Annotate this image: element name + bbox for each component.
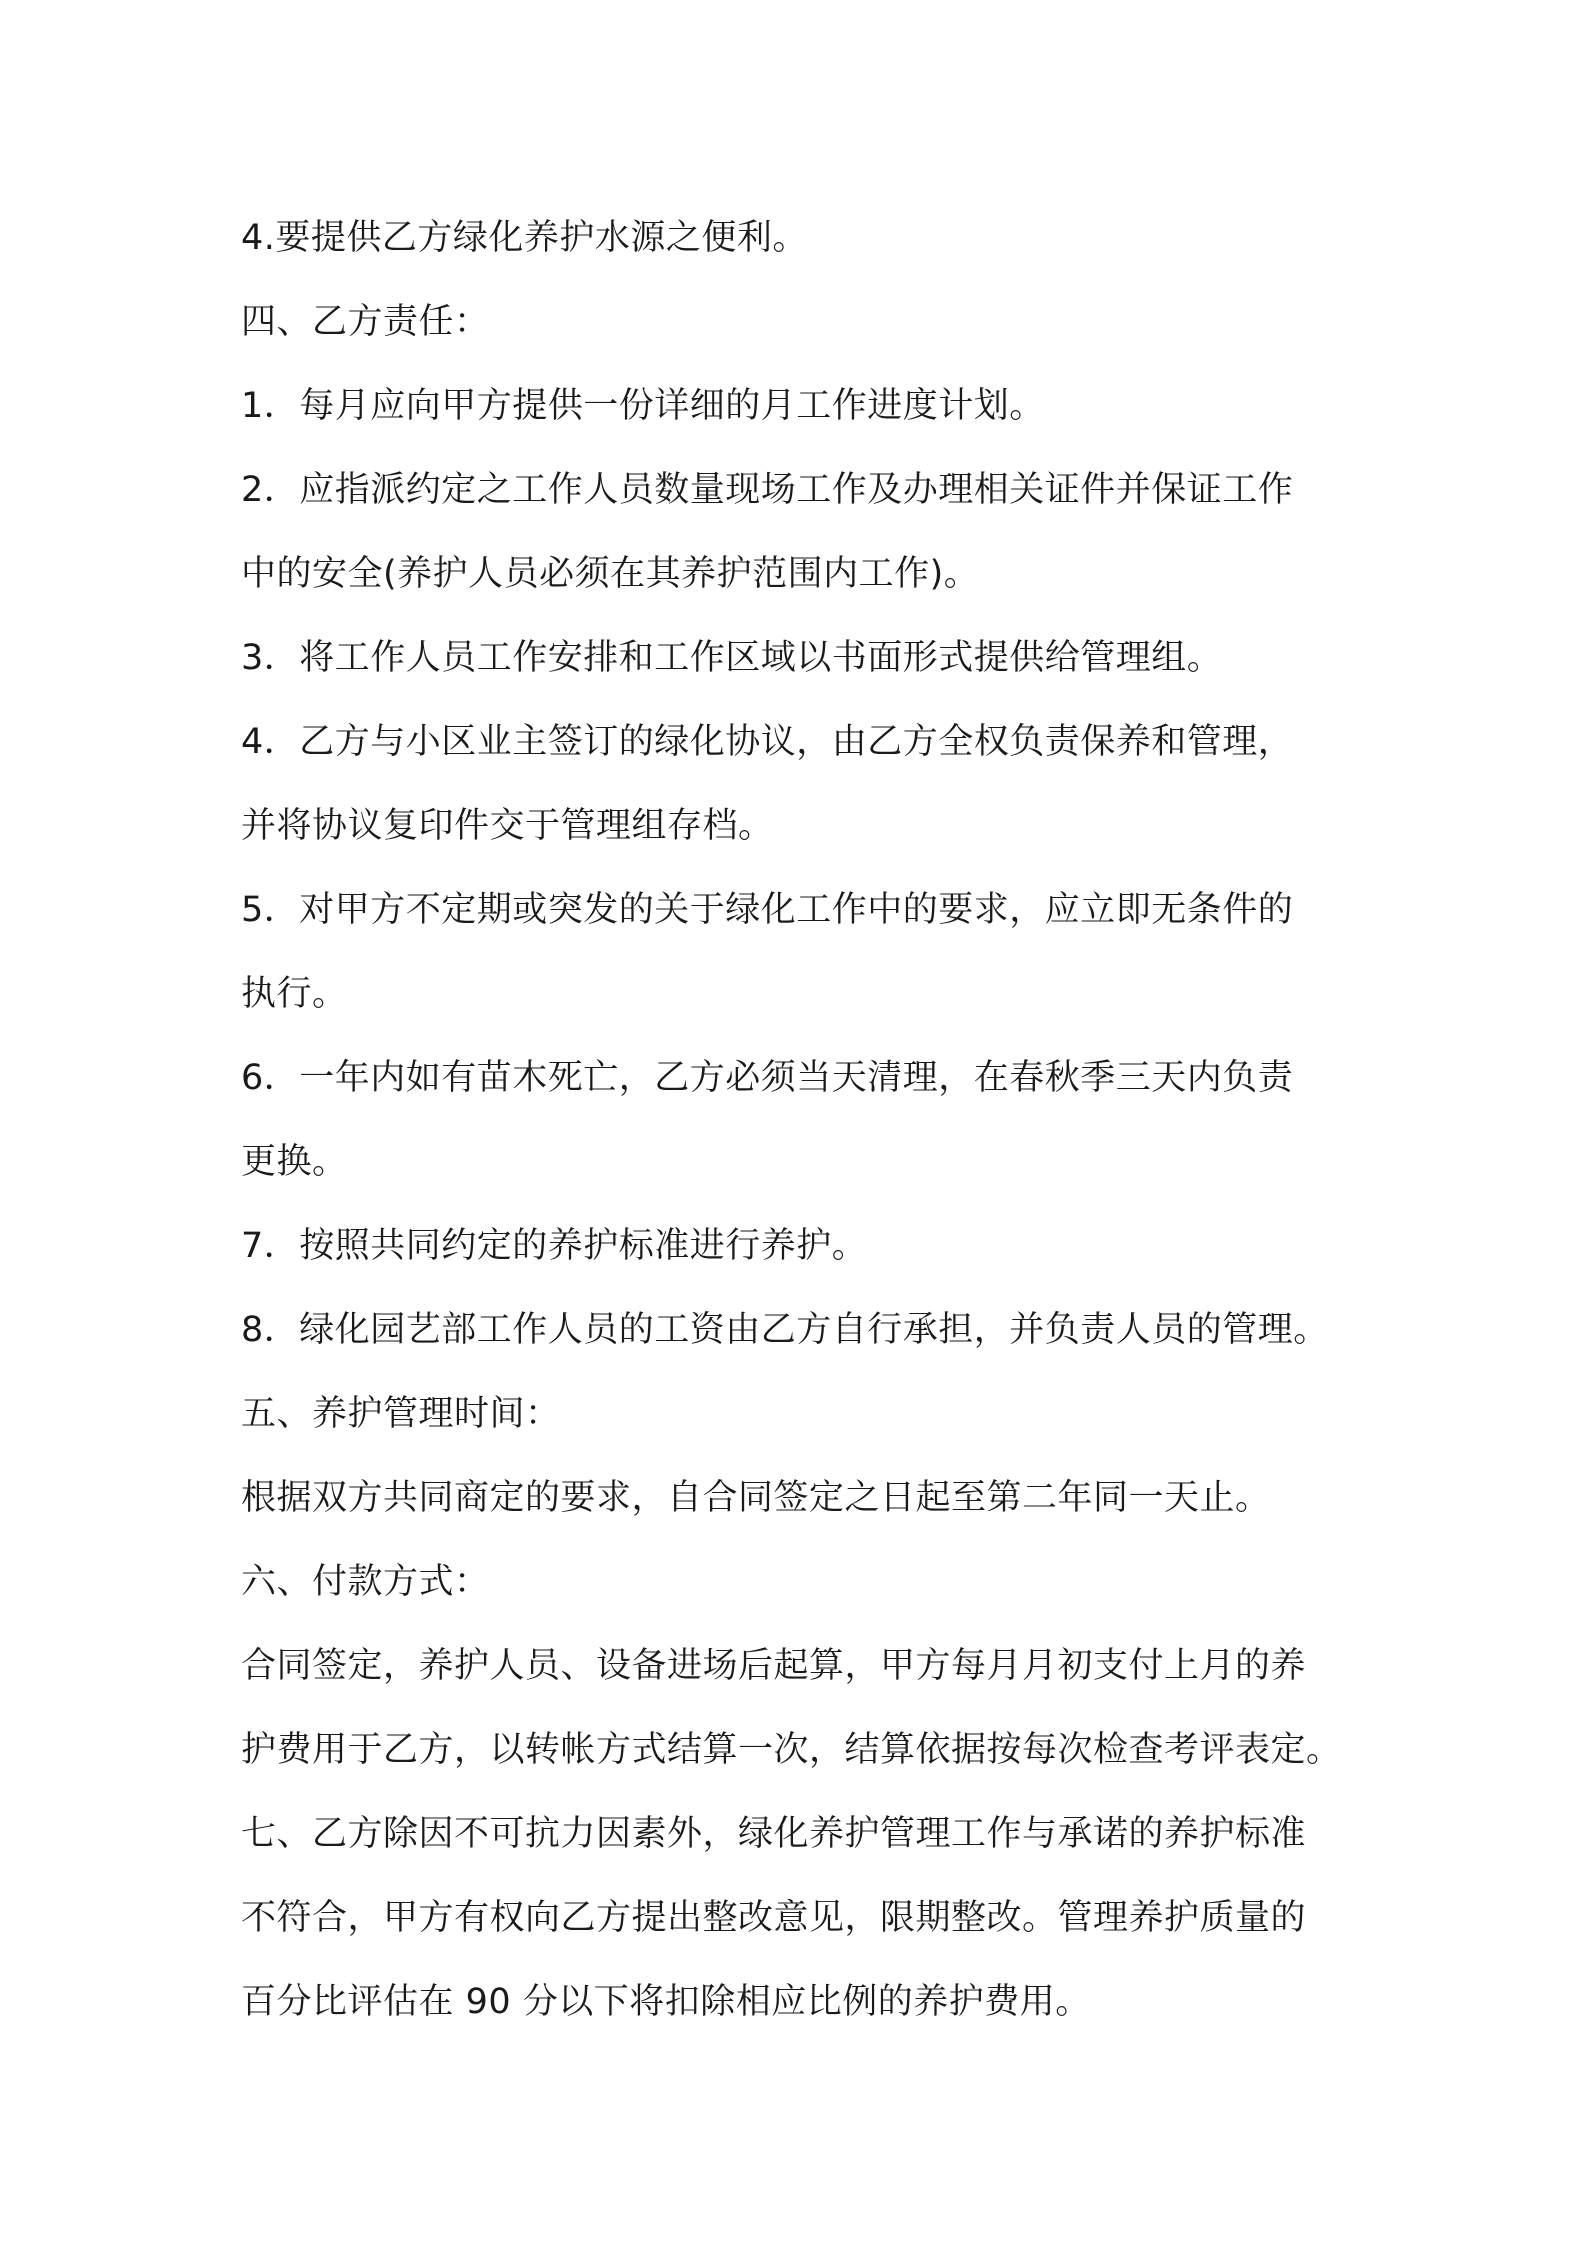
section-heading: 五、养护管理时间：	[241, 1394, 561, 1434]
text-line: 6．一年内如有苗木死亡，乙方必须当天清理，在春秋季三天内负责	[241, 1058, 1294, 1098]
text-line: 护费用于乙方，以转帐方式结算一次，结算依据按每次检查考评表定。	[241, 1730, 1342, 1770]
text-line: 执行。	[241, 974, 348, 1014]
text-line: 1．每月应向甲方提供一份详细的月工作进度计划。	[241, 386, 1045, 426]
text-line: 8．绿化园艺部工作人员的工资由乙方自行承担，并负责人员的管理。	[241, 1310, 1329, 1350]
text-line: 7．按照共同约定的养护标准进行养护。	[241, 1226, 868, 1266]
text-line: 4.要提供乙方绿化养护水源之便利。	[241, 218, 808, 258]
text-line: 5．对甲方不定期或突发的关于绿化工作中的要求，应立即无条件的	[241, 890, 1294, 930]
text-line: 3．将工作人员工作安排和工作区域以书面形式提供给管理组。	[241, 638, 1223, 678]
text-line: 中的安全(养护人员必须在其养护范围内工作)。	[241, 554, 980, 594]
document-body	[241, 196, 1371, 2044]
section-heading: 六、付款方式：	[241, 1562, 490, 1602]
text-line: 根据双方共同商定的要求，自合同签定之日起至第二年同一天止。	[241, 1478, 1271, 1518]
text-line: 4．乙方与小区业主签订的绿化协议，由乙方全权负责保养和管理，	[241, 722, 1294, 762]
text-line: 并将协议复印件交于管理组存档。	[241, 806, 774, 846]
text-line: 2．应指派约定之工作人员数量现场工作及办理相关证件并保证工作	[241, 470, 1294, 510]
section-heading: 四、乙方责任：	[241, 302, 490, 342]
text-line: 不符合，甲方有权向乙方提出整改意见，限期整改。管理养护质量的	[241, 1898, 1307, 1938]
text-line: 更换。	[241, 1142, 348, 1182]
text-line: 百分比评估在 90 分以下将扣除相应比例的养护费用。	[241, 1982, 1091, 2022]
text-line: 合同签定，养护人员、设备进场后起算，甲方每月月初支付上月的养	[241, 1646, 1307, 1686]
text-line: 七、乙方除因不可抗力因素外，绿化养护管理工作与承诺的养护标准	[241, 1814, 1307, 1854]
